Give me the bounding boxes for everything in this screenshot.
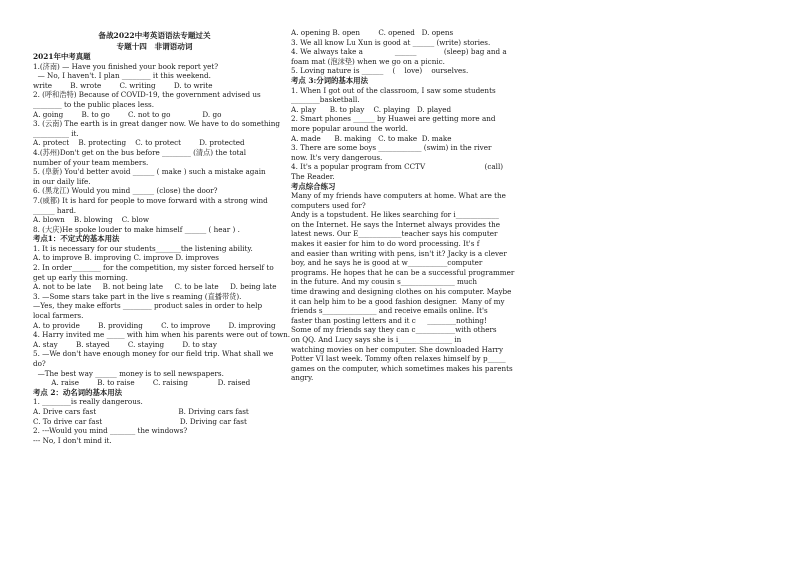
right-text-line: time drawing and designing clothes on his computer. Maybe xyxy=(291,287,512,297)
left-section-heading: 考点 2：动名词的基本用法 xyxy=(33,387,123,397)
left-text-line: write B. wrote C. writing D. to write xyxy=(33,80,213,90)
left-text-line: 4. Harry invited me _____ with him when his parents were out of town. xyxy=(33,330,291,340)
document-title: 备战2022中考英语语法专题过关 xyxy=(98,31,211,40)
right-text-line: A. opening B. open C. opened D. opens xyxy=(291,28,454,37)
right-text-line: on QQ. And Lucy says she is i_______________ in xyxy=(291,335,462,344)
left-text-line: A. going B. to go C. not to go D. go xyxy=(33,109,222,119)
right-text-line: makes it easier for him to do word processing. It's f xyxy=(291,239,480,249)
right-text-line: programs. He hopes that he can be a successful programmer xyxy=(291,267,515,277)
left-text-line: — No, I haven't. I plan ________ it this weekend. xyxy=(33,71,211,81)
left-text-line: --- No, I don't mind it. xyxy=(33,435,112,445)
right-text-line: watching movies on her computer. She downloaded Harry xyxy=(291,344,504,354)
right-lines xyxy=(291,28,515,383)
left-text-line: C. To drive car fast D. Driving car fast xyxy=(33,416,247,426)
left-section-heading: 考点1：不定式的基本用法 xyxy=(33,234,120,244)
left-text-line: ________ to the public places less. xyxy=(33,99,154,109)
left-text-line: number of your team members. xyxy=(33,157,149,167)
left-text-line: 2. ---Would you mind _______ the windows? xyxy=(33,426,188,436)
right-text-line: and easier than writing with pens, isn't it? Jacky is a clever xyxy=(291,248,507,258)
left-text-line: 4.(苏州)Don't get on the bus before ________ (清点) the total xyxy=(33,147,247,157)
left-text-line: A. not to be late B. not being late C. to be late D. being late xyxy=(33,282,277,292)
left-text-line: A. to improve B. improving C. improve D. improves xyxy=(33,253,219,263)
left-text-line: local farmers. xyxy=(33,311,84,321)
left-text-line: 5. —We don't have enough money for our field trip. What shall we xyxy=(33,349,274,359)
left-text-line: 2. (呼和浩特) Because of COVID-19, the government advised us xyxy=(33,90,261,100)
right-text-line: now. It's very dangerous. xyxy=(291,152,383,162)
right-text-line: 1. When I got out of the classroom, I saw some students xyxy=(291,85,496,95)
left-text-line: 6. (黑龙江) Would you mind ______ (close) the door? xyxy=(33,186,218,196)
right-text-line: angry. xyxy=(291,373,314,383)
left-text-line: 3. —Some stars take part in the live s reaming (直播带货). xyxy=(33,291,242,301)
right-text-line: Some of my friends say they can c___________with others xyxy=(291,325,497,335)
left-text-line: ______ hard. xyxy=(33,205,77,215)
left-text-line: A. stay B. stayed C. staying D. to stay xyxy=(33,339,217,349)
right-text-line: A. made B. making C. to make D. make xyxy=(291,133,452,143)
left-text-line: in our daily life. xyxy=(33,176,91,186)
left-text-line: A. Drive cars fast B. Driving cars fast xyxy=(33,406,249,416)
right-text-line: faster than posting letters and it c ________nothing! xyxy=(291,315,487,325)
left-text-line: A. protect B. protecting C. to protect D. protected xyxy=(33,138,245,148)
left-text-line: 5. (阜新) You'd better avoid ______ ( make ) such a mistake again xyxy=(33,167,266,177)
right-text-line: friends s_______________ and receive emails online. It's xyxy=(291,306,488,316)
document-subtitle: 专题十四 非谓语动词 xyxy=(116,42,193,51)
right-text-line: A. play B. to play C. playing D. played xyxy=(291,104,452,114)
right-text-line: computers used for? xyxy=(291,200,366,210)
right-text-line: The Reader. xyxy=(291,171,335,181)
right-text-line: it can help him to be a good fashion designer. Many of my xyxy=(291,296,505,306)
right-text-line: 3. We all know Lu Xun is good at ______ (write) stories. xyxy=(291,37,491,47)
right-text-line: more popular around the world. xyxy=(291,123,408,133)
right-section-heading: 考点综合练习 xyxy=(291,181,336,191)
left-text-line: 2. In order________ for the competition, my sister forced herself to xyxy=(33,263,274,273)
left-text-line: 1. ________is really dangerous. xyxy=(33,397,143,407)
right-text-line: 4. It's a popular program from CCTV (call) xyxy=(291,162,504,172)
left-text-line: 1.(济南) — Have you finished your book report yet? xyxy=(33,61,219,71)
right-text-line: Potter VI last week. Tommy often relaxes himself by p_____ xyxy=(291,354,506,364)
left-text-line: A. blown B. blowing C. blow xyxy=(33,215,149,225)
left-text-line: 1. It is necessary for our students_______the listening ability. xyxy=(33,243,253,253)
right-text-line: on the Internet. He says the Internet always provides the xyxy=(291,219,501,229)
left-text-line: —Yes, they make efforts ________ product sales in order to help xyxy=(33,301,263,311)
left-column xyxy=(33,30,291,445)
left-text-line: 3. (云南) The earth is in great danger now. We have to do something xyxy=(33,119,280,129)
right-text-line: 3. There are some boys ____________ (swim) in the river xyxy=(291,143,492,153)
right-text-line: in the future. And my cousin s_______________ much xyxy=(291,277,478,287)
right-text-line: 4. We always take a ______ (sleep) bag and a xyxy=(291,47,507,57)
left-lines xyxy=(33,52,291,445)
right-column xyxy=(291,28,515,383)
right-text-line: foam mat (泡沫垫) when we go on a picnic. xyxy=(291,56,445,66)
left-text-line: __________ it. xyxy=(33,128,79,138)
left-text-line: 8. (大庆)He spoke louder to make himself ______ ( hear ) . xyxy=(33,224,240,234)
right-text-line: boy, and he says he is good at w___________computer xyxy=(291,258,483,268)
left-text-line: A. raise B. to raise C. raising D. raised xyxy=(33,378,251,388)
left-text-line: A. to provide B. providing C. to improve D. improving xyxy=(33,320,276,330)
right-text-line: latest news. Our E____________teacher says his computer xyxy=(291,229,498,239)
left-text-line: do? xyxy=(33,359,46,368)
right-text-line: 5. Loving nature is ______ ( love) ourselves. xyxy=(291,66,469,76)
left-section-heading: 2021年中考真题 xyxy=(33,52,91,61)
right-section-heading: 考点 3:分词的基本用法 xyxy=(291,75,368,85)
right-text-line: games on the computer, which sometimes makes his parents xyxy=(291,363,513,373)
left-text-line: get up early this morning. xyxy=(33,272,128,282)
left-text-line: 7.(威都) It is hard for people to move forward with a strong wind xyxy=(33,195,268,205)
right-text-line: Many of my friends have computers at home. What are the xyxy=(291,191,506,201)
right-text-line: ________basketball. xyxy=(291,95,360,105)
right-text-line: 2. Smart phones ______ by Huawei are getting more and xyxy=(291,114,496,124)
left-text-line: —The best way ______ money is to sell newspapers. xyxy=(33,368,224,378)
right-text-line: Andy is a topstudent. He likes searching for i____________ xyxy=(291,210,499,220)
